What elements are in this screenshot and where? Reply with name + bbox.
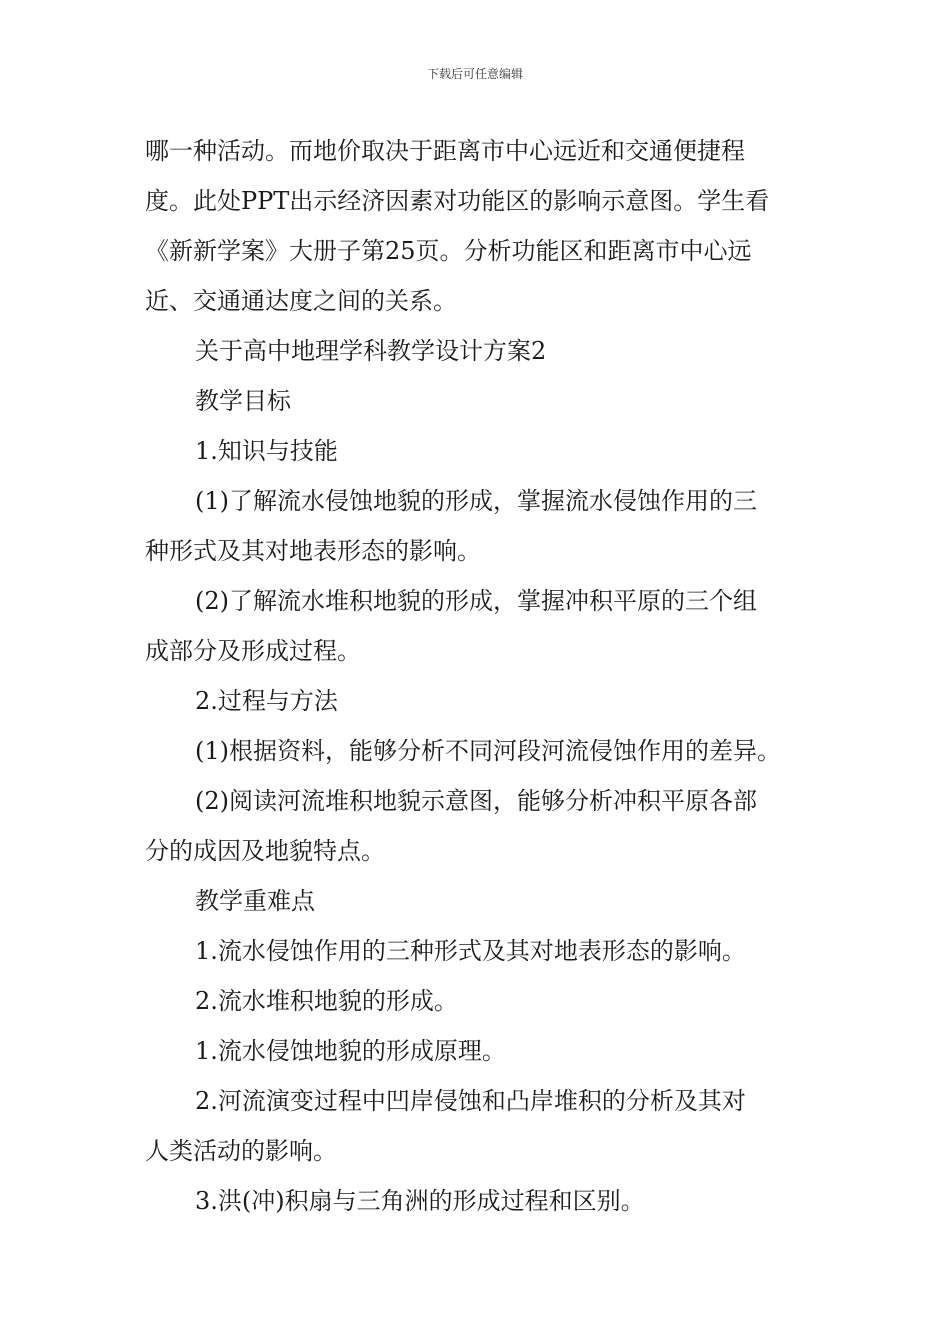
paragraph-8-line-1: 分的成因及地貌特点。 <box>145 837 385 865</box>
paragraph-13-line-1: 人类活动的影响。 <box>145 1137 337 1165</box>
paragraph-10-line-0: 1.流水侵蚀作用的三种形式及其对地表形态的影响。 <box>195 937 746 965</box>
paragraph-14-line-0: 3.洪(冲)积扇与三角洲的形成过程和区别。 <box>195 1187 645 1215</box>
paragraph-8-line-0: (2)阅读河流堆积地貌示意图，能够分析冲积平原各部 <box>195 787 757 815</box>
paragraph-5-line-0: (2)了解流水堆积地貌的形成，掌握冲积平原的三个组 <box>195 587 757 615</box>
paragraph-0-line-2: 《新新学案》大册子第25页。分析功能区和距离市中心远 <box>145 237 752 265</box>
paragraph-0-line-0: 哪一种活动。而地价取决于距离市中心远近和交通便捷程 <box>145 137 745 165</box>
paragraph-0-line-1: 度。此处PPT出示经济因素对功能区的影响示意图。学生看 <box>145 187 770 215</box>
document-body <box>145 126 813 1226</box>
paragraph-2-line-0: 教学目标 <box>195 387 291 415</box>
paragraph-13-line-0: 2.河流演变过程中凹岸侵蚀和凸岸堆积的分析及其对 <box>195 1087 746 1115</box>
paragraph-5-line-1: 成部分及形成过程。 <box>145 637 361 665</box>
paragraph-1-line-0: 关于高中地理学科教学设计方案2 <box>195 337 547 365</box>
paragraph-9-line-0: 教学重难点 <box>195 887 315 915</box>
paragraph-0-line-3: 近、交通通达度之间的关系。 <box>145 287 457 315</box>
paragraph-6-line-0: 2.过程与方法 <box>195 687 338 715</box>
paragraph-4-line-1: 种形式及其对地表形态的影响。 <box>145 537 481 565</box>
paragraph-7-line-0: (1)根据资料，能够分析不同河段河流侵蚀作用的差异。 <box>195 737 781 765</box>
page-header: 下载后可任意编辑 <box>426 67 523 81</box>
paragraph-4-line-0: (1)了解流水侵蚀地貌的形成，掌握流水侵蚀作用的三 <box>195 487 757 515</box>
paragraph-12-line-0: 1.流水侵蚀地貌的形成原理。 <box>195 1037 506 1065</box>
paragraph-3-line-0: 1.知识与技能 <box>195 437 338 465</box>
paragraph-11-line-0: 2.流水堆积地貌的形成。 <box>195 987 458 1015</box>
